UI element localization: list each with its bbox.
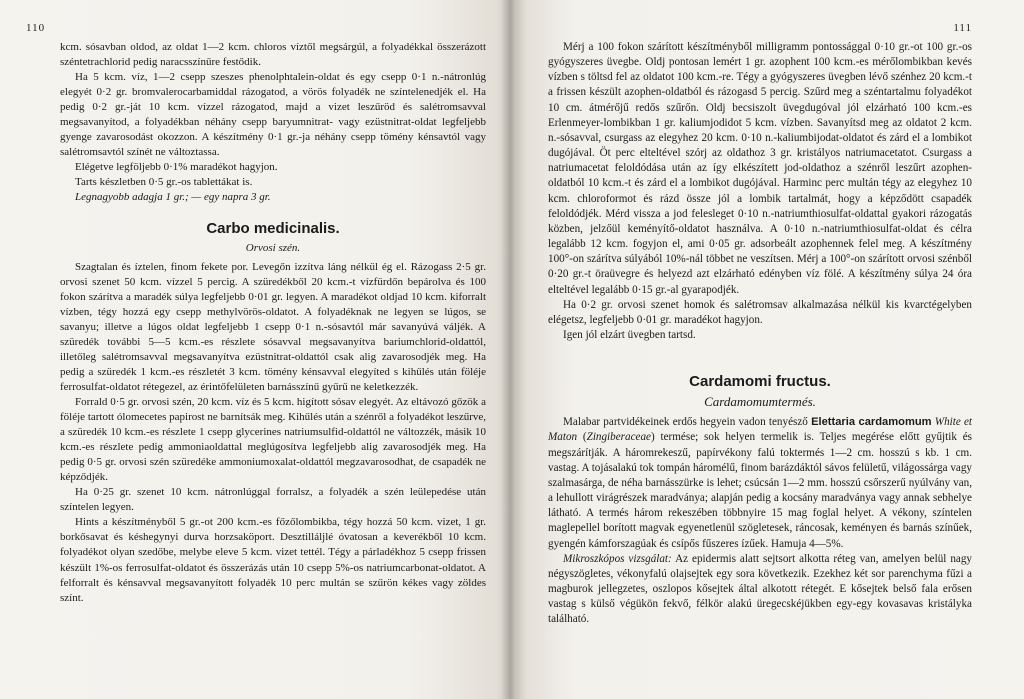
left-paragraph-3: Elégetve legföljebb 0·1% maradékot hagyjon. <box>75 161 278 174</box>
right-paragraph-2: Ha 0·2 gr. orvosi szenet homok és salétromsav alkalmazása nélkül kis kvarctégelyben elégetsz, legfeljebb 0·01 gr. maradékot hagyjon. <box>548 298 972 326</box>
left-paragraph-4: Tarts készletben 0·5 gr.-os tablettákat is. <box>75 176 253 189</box>
p4-intro: Malabar partvidékeinek erdős hegyein vadon tenyésző <box>563 416 812 429</box>
page-number-left: 110 <box>26 22 46 34</box>
right-paragraph-3: Igen jól elzárt üvegben tartsd. <box>563 328 696 341</box>
species-name: Elettaria cardamomum <box>811 416 932 429</box>
p4-body: termése; sok helyen termelik is. Teljes megérése előtt gyűjtik és megszárítják. A háromrekeszű, papírvékony falú toktermés 1—2 cm. hosszú s kb. 1 cm. vastag. A tojásalakú tok tompán háromélű, finom barázdáktól sávos felületű, világossárga vagy szalmasárga, de néha barnásszürke is lehet; csúcsán 1—2 mm. hosszú csőrszerű nyúlvány van, a lehullott virágrészek maradványa; alapján pedig a kocsány maradványa vagy annak sebhelye látható. A termés három rekeszében többnyire 15 mag foglal helyet. A vékony, színtelen maglepellel borított magvak egyenetlenül szögletesek, ráncosak, keményen és barnás színűek, gyengén kámforszagúak és csípős fűszeres ízűek. Hamuja 4—5%. <box>548 431 973 550</box>
right-paragraph-1: Mérj a 100 fokon szárított készítményből milligramm pontossággal 0·10 gr.-ot 100 gr.-os gyógyszeres üvegbe. Oldj pontosan lemért 1 gr. azophent 100 kcm.-es mérőlombikban kevés vízben s töltsd fel az oldatot 100 kcm.-re. Tégy a gyógyszeres üvegben lévő szénhez 20 kcm.-t a frissen készült azophen-oldatból és rázogasd 5 percig. Szűrd meg a széntartalmu folyadékot 10 cm. átmérőjű redős szűrőn. Oldj becsiszolt üvegdugóval jól elzárható 100 kcm.-es Erlenmeyer-lombikban 1 gr. kaliumjodidot 5 kcm. vízben. Savanyítsd meg az oldatot 2 kcm. n.-sósavval, csurgass az elegyhez 20 kcm. 0·10 n.-kaliumbijodat-oldatot és zárd el a lombikot dugójával. Öt perc elteltével szórj az oldathoz 3 gr. kristályos natriumacetatot. Csurgass a natriumacetat feloldódása után az így elkészített jod-oldathoz a szénről leszűrt azophen-oldatból 10 kcm.-t és zárd el a lombikot dugójával. Harminc perc multán tégy az elegyhez 10 kcm. chloroformot és rázd össze jól a lombik tartalmát, hogy a képződött csapadék feloldódjék. Mérd vissza a jod felesleget 0·10 n.-natriumthiosulfat-oldattal gyakori rázogatás közben, jelzőül keményítő-oldatot használva. A 0·10 n.-natriumthiosulfat-oldat és célra legalább 12 kcm. fogyjon el, ami 0·05 gr. adsorbeált azophennek felel meg. A készítmény 100°-on szárítva súlyából 10%-nál többet ne veszítsen. Mérj a 100°-on szárított orvosi szénből 0·20 gr.-t öraüvegre és helyezd azt elzárható edényben víz fölé. A készítmény súlya 24 óra elteltével legalább 0·15 gr.-al gyarapodjék. <box>548 41 972 296</box>
page-number-right: 111 <box>953 22 972 34</box>
family-name: Zingiberaceae <box>586 431 651 444</box>
microscopy-label: Mikroszkópos vizsgálat: <box>563 552 672 565</box>
monograph-subtitle-carbo: Orvosi szén. <box>245 241 301 254</box>
monograph-title-carbo: Carbo medicinalis. <box>206 219 340 237</box>
left-paragraph-7: Ha 0·25 gr. szenet 10 kcm. nátronlúggal forralsz, a folyadék a szén leülepedése után színtelen legyen. <box>60 486 486 514</box>
max-dose-line: Legnagyobb adagja 1 gr.; — egy napra 3 gr. <box>75 191 271 204</box>
left-paragraph-5: Szagtalan és íztelen, finom fekete por. Levegőn izzítva láng nélkül ég el. Rázogass 2·5 gr. orvosi szenet 50 kcm. vízzel 5 percig. A szüredékből 20 kcm.-t vízfürdőn bepárolva és 100 fokon szárítva a maradék súlya legfeljebb 0·01 gr. legyen. A maradékot oldjad 10 kcm. kiforralt vízben, tégy hozzá egy csepp methylvörös-oldatot. A folyadéknak ne legyen se lúgos, se savanyu; illetve a lúgos oldat legfeljebb 1 csepp 0·1 n.-sósavtól már savanyúvá váljék. A szüredék további 5—5 kcm.-es részlete sósavval megsavanyítva bariumchlorid-oldattól, illetőleg salétromsavval megsavanyítva ezüstnitrat-oldattól csak alig zavarosodjék meg. Ha pedig a szüredék 1 kcm.-es részletét 3 kcm. tömény kénsavval elegyíted s kihűlés után föléje ferrosulfat-oldatot rétegezel, az érintőfelületen barnásszínű gyűrű ne keletkezzék. <box>60 260 486 393</box>
right-paragraph-5 <box>548 552 972 628</box>
right-paragraph-4: Malabar partvidékeinek erdős hegyein vadon tenyésző Elettaria cardamomum White et Maton (Zingiberaceae) termése; sok helyen termelik is. Teljes megérése előtt gyűjtik és megszárítják. A háromrekeszű, papírvékony falú toktermés 1—2 cm. hosszú s kb. 1 cm. vastag. A tojásalakú tok tompán háromélű, finom barázdáktól sávos felületű, világossárga vagy szalmasárga, de néha barnásszürke is lehet; csúcsán 1—2 mm. hosszú csőrszerű nyúlvány van, a lehullott virágrészek maradványa; alapján pedig a kocsány maradványa vagy annak sebhelye látható. A termés három rekeszében többnyire 15 mag foglal helyet. A vékony, színtelen maglepellel borított magvak egyenetlenül szögletesek, ráncosak, keményen és barnás színűek, gyengén kámforszagúak és csípős fűszeres ízűek. Hamuja 4—5%. <box>548 416 973 550</box>
left-paragraph-6: Forrald 0·5 gr. orvosi szén, 20 kcm. víz és 5 kcm. higított sósav elegyét. Az eltávozó gőzök a föléje tartott ólomecetes papirost ne barnítsák meg. Kihűlés után a szénről a folyadékot leszűrve, a szüredék 10 kcm.-es részlete 1 csepp glycerines natriumsulfid-oldattól ne változzék, másik 10 kcm.-es részlete pedig ammoniaoldattal meglúgosítva legfeljebb alig zavarosodjék meg. Ha pedig 0·5 gr. orvosi szén szüredéke ammoniumoxalat-oldattól megzavarosodhat, de csapadék ne képződjék. <box>60 395 486 484</box>
left-paragraph-8: Hints a készítményből 5 gr.-ot 200 kcm.-es főzőlombikba, tégy hozzá 50 kcm. vizet, 1 gr. borkősavat és késhegynyi durva horzsaköport. Desztilláljlé óvatosan a keverékből 10 kcm. folyadékot olyan szedőbe, melybe eleve 5 kcm. vizet tettél. Tégy a párladékhoz 5 csepp frissen készült 1%-os ferrosulfat-oldatot és összerázás után 10 csepp 5%-os natriumcarbonat-oldatot. A felforralt és kénsavval megsavanyított folyadék 10 perc multán se szűrön kékes vagy zöldes színt. <box>60 516 486 604</box>
left-paragraph-2: Ha 5 kcm. víz, 1—2 csepp szeszes phenolphtalein-oldat és egy csepp 0·1 n.-nátronlúg elegyét 0·2 gr. bromvalerocarbamiddal rázogatod, a vörös folyadék ne színtelenedjék el. Ha pedig 0·2 gr.-ját 10 kcm. vízzel rázogatod, majd a vizet leszűröd és salétromsavval megsavanyítod, a folyadékban néhány csepp baryumnitrat- vagy ezüstnitrat-oldat legfeljebb gyenge zavarosodást okozzon. A készítmény 0·1 gr.-ja néhány csepp tömény kénsavtól vagy salétromsavtól színét ne változtassa. <box>60 71 486 159</box>
monograph-title-cardamomi: Cardamomi fructus. <box>689 373 831 391</box>
authority-name: White et Maton <box>548 416 973 444</box>
monograph-subtitle-cardamomi: Cardamomumtermés. <box>704 394 816 410</box>
left-paragraph-1: kcm. sósavban oldod, az oldat 1—2 kcm. chloros víztől megsárgúl, a folyadékkal összerázott széntetrachlorid pedig naracsszínűre festődik. <box>60 41 486 69</box>
p5-body: Az epidermis alatt sejtsort alkotta réteg van, amelyen belül nagy négyszögletes, vékonyfalú olajsejtek egy sora következik. Ezekhez két sor parenchyma fűzi a magburok jellegzetes, oszlopos kősejtek által alkotott rétegét. E kősejtek belső fala erősen vastag s külső végükön fekvő, félkör alakú üregecskéjükben egy-egy kovasavas kristályka található. <box>548 552 972 626</box>
right-page <box>512 0 1024 699</box>
